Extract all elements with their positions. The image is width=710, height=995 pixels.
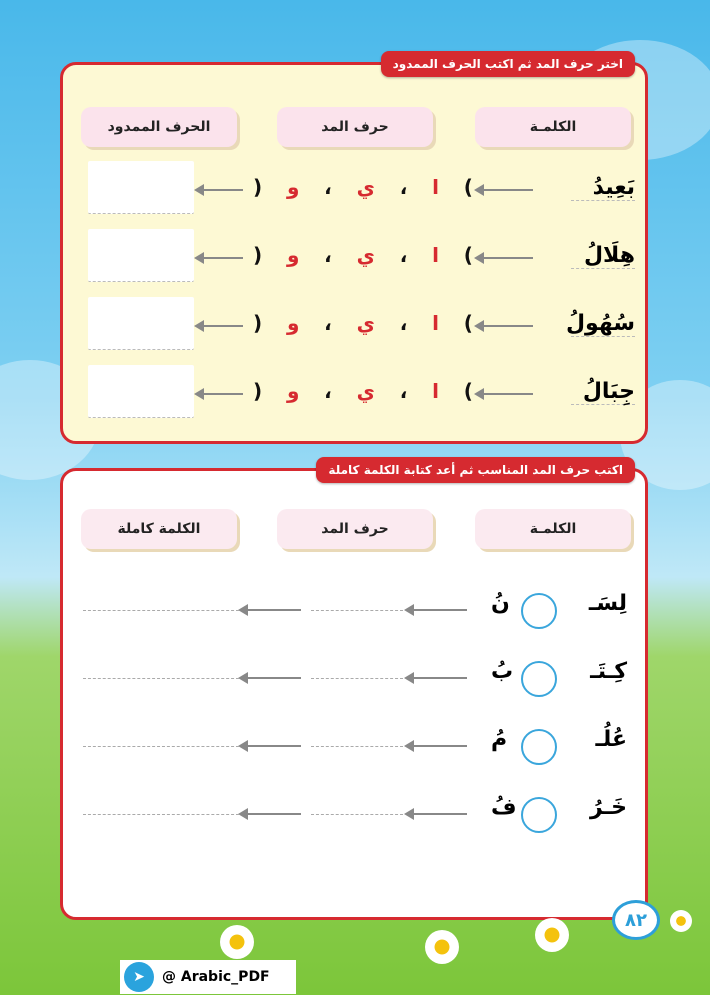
word-start: لِسَـ	[588, 591, 627, 616]
choice-group	[253, 379, 473, 403]
exercise1-row	[63, 309, 645, 349]
letter-slot[interactable]	[521, 729, 557, 765]
madd-letter-line[interactable]	[311, 610, 403, 611]
row-word: سُهُولُ	[565, 311, 635, 336]
arrow-left-icon	[483, 393, 533, 395]
option-waw[interactable]: و	[286, 311, 300, 335]
separator: ،	[399, 379, 408, 403]
header-madd-written: الحرف الممدود	[81, 107, 237, 147]
open-paren: (	[463, 175, 473, 199]
arrow-left-icon	[483, 257, 533, 259]
separator: ،	[324, 311, 332, 335]
separator: ،	[324, 175, 332, 199]
answer-box[interactable]	[88, 297, 194, 350]
arrow-left-icon	[247, 813, 301, 815]
exercise2-instruction: اكتب حرف المد المناسب ثم أعد كتابة الكلمة كاملة	[316, 457, 635, 483]
arrow-left-icon	[413, 745, 467, 747]
word-end: بُ	[491, 659, 514, 684]
open-paren: (	[463, 379, 473, 403]
answer-box[interactable]	[88, 365, 194, 418]
option-waw[interactable]: و	[286, 379, 300, 403]
full-word-line[interactable]	[83, 678, 239, 679]
option-alif[interactable]: ا	[432, 243, 439, 267]
arrow-left-icon	[203, 393, 243, 395]
word-end: نُ	[491, 591, 510, 616]
option-ya[interactable]: ي	[356, 243, 375, 267]
letter-slot[interactable]	[521, 593, 557, 629]
arrow-left-icon	[247, 677, 301, 679]
separator: ،	[399, 311, 408, 335]
madd-letter-line[interactable]	[311, 678, 403, 679]
exercise2-panel	[60, 463, 648, 920]
arrow-left-icon	[413, 609, 467, 611]
word-start: عُلُـ	[595, 727, 627, 752]
arrow-left-icon	[483, 325, 533, 327]
option-ya[interactable]: ي	[356, 379, 375, 403]
exercise1-row	[63, 377, 645, 417]
open-paren: (	[463, 243, 473, 267]
exercise2-row	[63, 793, 645, 833]
word-end: مُ	[491, 727, 508, 752]
exercise1-panel	[60, 57, 648, 444]
word-end: فُ	[491, 795, 517, 820]
flower-decoration	[220, 925, 254, 959]
page-number: ٨٢	[612, 900, 660, 940]
exercise2-row	[63, 725, 645, 765]
letter-slot[interactable]	[521, 661, 557, 697]
arrow-left-icon	[203, 189, 243, 191]
header-word: الكلمـة	[475, 107, 631, 147]
watermark-footer	[120, 960, 296, 994]
madd-letter-line[interactable]	[311, 746, 403, 747]
option-ya[interactable]: ي	[356, 175, 375, 199]
word-start: كِـتَـ	[590, 659, 627, 684]
letter-slot[interactable]	[521, 797, 557, 833]
header-madd-letter: حرف المد	[277, 107, 433, 147]
exercise1-row	[63, 241, 645, 281]
arrow-left-icon	[247, 745, 301, 747]
option-waw[interactable]: و	[286, 243, 300, 267]
arrow-left-icon	[413, 677, 467, 679]
word-start: خَـرُ	[589, 795, 627, 820]
choice-group	[253, 311, 473, 335]
option-waw[interactable]: و	[286, 175, 300, 199]
separator: ،	[324, 379, 332, 403]
close-paren: )	[253, 379, 263, 403]
full-word-line[interactable]	[83, 746, 239, 747]
separator: ،	[399, 175, 408, 199]
header-full-word: الكلمة كاملة	[81, 509, 237, 549]
close-paren: )	[253, 243, 263, 267]
exercise1-instruction: اختر حرف المد ثم اكتب الحرف الممدود	[381, 51, 635, 77]
row-word: جِبَالُ	[571, 379, 635, 405]
row-word: هِلَالُ	[571, 243, 635, 269]
close-paren: )	[253, 311, 263, 335]
flower-decoration	[670, 910, 692, 932]
arrow-left-icon	[413, 813, 467, 815]
arrow-left-icon	[203, 325, 243, 327]
footer-handle: @ Arabic_PDF	[162, 969, 270, 985]
full-word-line[interactable]	[83, 814, 239, 815]
arrow-left-icon	[203, 257, 243, 259]
option-alif[interactable]: ا	[432, 311, 439, 335]
option-ya[interactable]: ي	[356, 311, 375, 335]
full-word-line[interactable]	[83, 610, 239, 611]
close-paren: )	[253, 175, 263, 199]
exercise1-row	[63, 173, 645, 213]
choice-group	[253, 175, 473, 199]
answer-box[interactable]	[88, 229, 194, 282]
open-paren: (	[463, 311, 473, 335]
answer-box[interactable]	[88, 161, 194, 214]
option-alif[interactable]: ا	[432, 175, 439, 199]
flower-decoration	[425, 930, 459, 964]
option-alif[interactable]: ا	[432, 379, 439, 403]
madd-letter-line[interactable]	[311, 814, 403, 815]
separator: ،	[399, 243, 408, 267]
choice-group	[253, 243, 473, 267]
arrow-left-icon	[483, 189, 533, 191]
separator: ،	[324, 243, 332, 267]
header-word: الكلمـة	[475, 509, 631, 549]
row-word: بَعِيدُ	[571, 175, 635, 201]
flower-decoration	[535, 918, 569, 952]
exercise2-row	[63, 657, 645, 697]
arrow-left-icon	[247, 609, 301, 611]
exercise2-row	[63, 589, 645, 629]
header-madd-letter: حرف المد	[277, 509, 433, 549]
telegram-icon: ➤	[124, 962, 154, 992]
